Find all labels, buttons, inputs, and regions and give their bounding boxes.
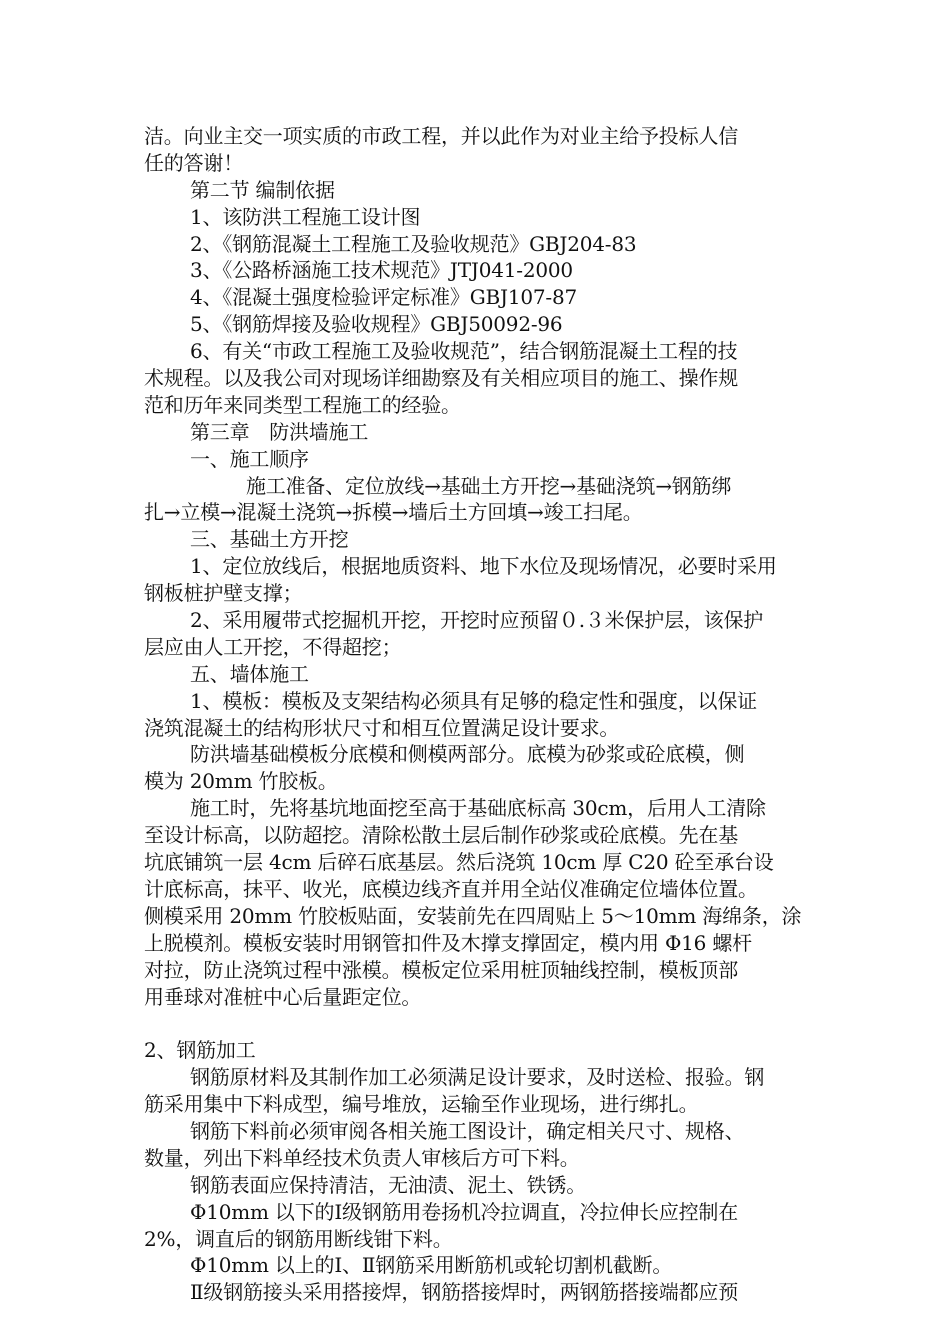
text-line: 模为 20mm 竹胶板。 — [144, 769, 338, 794]
text-line: 2、采用履带式挖掘机开挖，开挖时应预留０.３米保护层，该保护 — [190, 608, 764, 633]
text-line: 计底标高，抹平、收光，底模边线齐直并用全站仪准确定位墙体位置。 — [144, 876, 758, 901]
list-item: 3、《公路桥涵施工技术规范》JTJ041-2000 — [190, 258, 573, 283]
text-line: 防洪墙基础模板分底模和侧模两部分。底模为砂浆或砼底模，侧 — [190, 742, 745, 767]
section-heading: 一、施工顺序 — [190, 446, 309, 471]
text-line: 钢筋下料前必须审阅各相关施工图设计，确定相关尺寸、规格、 — [190, 1118, 745, 1143]
text-line: Φ10mm 以上的Ⅰ、Ⅱ钢筋采用断筋机或轮切割机截断。 — [190, 1253, 673, 1278]
text-line: 任的答谢！ — [144, 150, 243, 175]
text-line: 坑底铺筑一层 4cm 后碎石底基层。然后浇筑 10cm 厚 C20 砼至承台设 — [144, 850, 774, 875]
list-item: 5、《钢筋焊接及验收规程》GBJ50092-96 — [190, 312, 563, 337]
list-item: 6、有关“市政工程施工及验收规范”，结合钢筋混凝土工程的技 — [190, 339, 738, 364]
list-item: 4、《混凝土强度检验评定标准》GBJ107-87 — [190, 285, 577, 310]
text-line: 施工准备、定位放线→基础土方开挖→基础浇筑→钢筋绑 — [246, 473, 732, 498]
text-line: 1、模板：模板及支架结构必须具有足够的稳定性和强度，以保证 — [190, 688, 757, 713]
text-line: 上脱模剂。模板安装时用钢管扣件及木撑支撑固定，模内用 Φ16 螺杆 — [144, 930, 752, 955]
section-heading: 三、基础土方开挖 — [190, 527, 349, 552]
text-line: 侧模采用 20mm 竹胶板贴面，安装前先在四周贴上 5～10mm 海绵条，涂 — [144, 903, 802, 928]
text-line: 1、定位放线后，根据地质资料、地下水位及现场情况，必要时采用 — [190, 554, 777, 579]
text-line: 范和历年来同类型工程施工的经验。 — [144, 392, 461, 417]
blank-line — [144, 1010, 812, 1037]
text-line: 钢板桩护壁支撑； — [144, 581, 303, 606]
text-line: 数量，列出下料单经技术负责人审核后方可下料。 — [144, 1145, 580, 1170]
section-heading: 第二节 编制依据 — [190, 177, 335, 202]
text-line: 用垂球对准桩中心后量距定位。 — [144, 984, 422, 1009]
text-line: 扎→立模→混凝土浇筑→拆模→墙后土方回填→竣工扫尾。 — [144, 500, 643, 525]
text-line: 钢筋原材料及其制作加工必须满足设计要求，及时送检、报验。钢 — [190, 1065, 765, 1090]
document-body — [144, 123, 812, 1306]
text-line: 钢筋表面应保持清洁，无油渍、泥土、铁锈。 — [190, 1172, 586, 1197]
section-heading: 五、墙体施工 — [190, 661, 309, 686]
list-item: 1、该防洪工程施工设计图 — [190, 204, 421, 229]
text-line: 至设计标高，以防超挖。清除松散土层后制作砂浆或砼底模。先在基 — [144, 823, 738, 848]
section-heading: 2、钢筋加工 — [144, 1038, 256, 1063]
text-line: 对拉，防止浇筑过程中涨模。模板定位采用桩顶轴线控制，模板顶部 — [144, 957, 738, 982]
text-line: 浇筑混凝土的结构形状尺寸和相互位置满足设计要求。 — [144, 715, 620, 740]
chapter-heading: 第三章 防洪墙施工 — [190, 419, 369, 444]
list-item: 2、《钢筋混凝土工程施工及验收规范》GBJ204-83 — [190, 231, 637, 256]
text-line: 施工时，先将基坑地面挖至高于基础底标高 30cm，后用人工清除 — [190, 796, 766, 821]
text-line: Φ10mm 以下的Ⅰ级钢筋用卷扬机冷拉调直，冷拉伸长应控制在 — [190, 1199, 739, 1224]
text-line: Ⅱ级钢筋接头采用搭接焊，钢筋搭接焊时，两钢筋搭接端都应预 — [190, 1280, 738, 1305]
text-line: 洁。向业主交一项实质的市政工程，并以此作为对业主给予投标人信 — [144, 124, 738, 148]
text-line: 2%，调直后的钢筋用断线钳下料。 — [144, 1226, 453, 1251]
text-line: 术规程。以及我公司对现场详细勘察及有关相应项目的施工、操作规 — [144, 366, 738, 391]
text-line: 层应由人工开挖，不得超挖； — [144, 634, 402, 659]
text-line: 筋采用集中下料成型，编号堆放，运输至作业现场，进行绑扎。 — [144, 1092, 699, 1117]
